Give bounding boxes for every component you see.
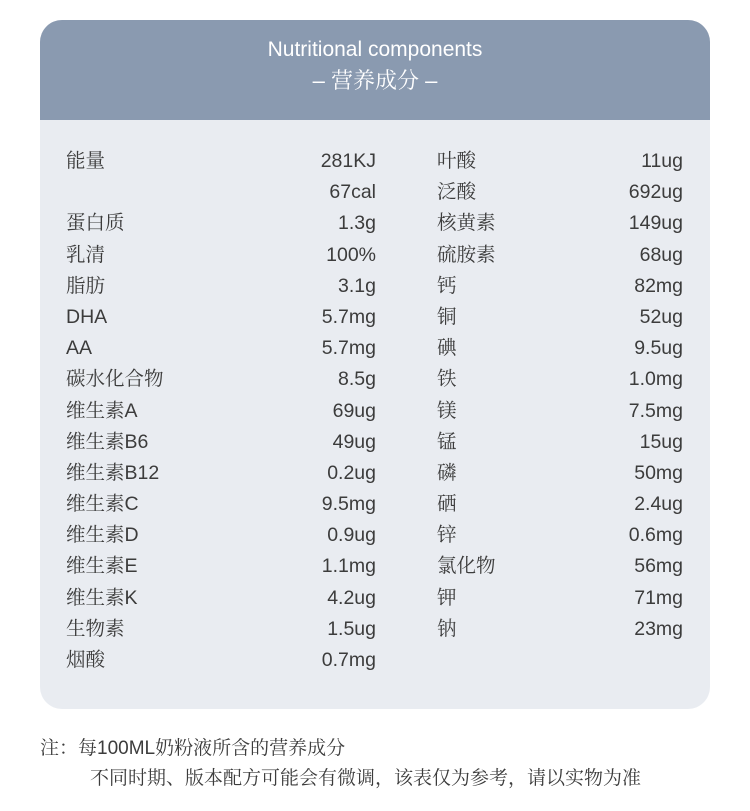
nutrient-row [66, 489, 376, 520]
nutrient-value: 0.2ug [327, 461, 376, 484]
nutrient-name: 硒 [437, 493, 457, 516]
nutrient-value: 1.5ug [327, 617, 376, 640]
note-line-1: 注：每100ML奶粉液所含的营养成分 [40, 738, 346, 759]
nutrient-row [437, 208, 683, 239]
nutrient-name: 能量 [66, 150, 106, 172]
nutrient-value: 49ug [332, 430, 376, 453]
nutrient-name: 维生素A [66, 399, 138, 422]
nutrient-name: 氯化物 [437, 555, 496, 578]
nutrient-name: 乳清 [66, 243, 106, 266]
nutrient-value: 68ug [639, 243, 683, 266]
nutrient-row [437, 271, 683, 302]
nutrient-value: 9.5mg [321, 493, 376, 516]
nutrient-value: 2.4ug [634, 493, 683, 516]
note-line-2: 不同时期、版本配方可能会有微调，该表仅为参考，请以实物为准 [90, 768, 642, 789]
nutrient-value: 0.9ug [327, 524, 376, 547]
title-english: Nutritional components [267, 38, 483, 61]
nutrient-row [437, 489, 683, 520]
nutrient-row [66, 302, 376, 333]
right-column [437, 146, 683, 645]
nutrient-name: 钠 [437, 617, 457, 640]
nutrient-name: 碳水化合物 [66, 368, 164, 391]
nutrient-name: 锌 [437, 524, 457, 547]
nutrient-row [437, 583, 683, 614]
nutrient-name: 锰 [437, 430, 457, 453]
nutrient-row [66, 177, 376, 208]
nutrient-value: 50mg [634, 461, 683, 484]
left-column [66, 146, 376, 676]
nutrient-value: 4.2ug [327, 586, 376, 609]
nutrient-value: 9.5ug [634, 337, 683, 360]
nutrient-row [66, 614, 376, 645]
nutrient-row [437, 520, 683, 551]
nutrient-value: 11ug [641, 150, 683, 172]
nutrient-row [437, 614, 683, 645]
nutrient-name: 硫胺素 [437, 243, 496, 266]
notes [40, 734, 641, 794]
nutrient-row [66, 551, 376, 582]
nutrient-value: 7.5mg [628, 399, 683, 422]
nutrient-row [66, 333, 376, 364]
nutrient-value: 3.1g [338, 274, 376, 297]
nutrient-name: 钾 [437, 586, 457, 609]
nutrient-value: 71mg [634, 586, 683, 609]
nutrient-value: 15ug [639, 430, 683, 453]
nutrient-name: DHA [66, 305, 108, 328]
nutrient-name: 磷 [437, 461, 457, 484]
nutrient-row [66, 427, 376, 458]
nutrient-name: 蛋白质 [66, 212, 125, 235]
nutrient-row [66, 240, 376, 271]
nutrient-name: 核黄素 [437, 212, 496, 235]
nutrient-row [437, 146, 683, 177]
nutrient-row [66, 146, 376, 177]
nutrient-row [437, 333, 683, 364]
nutrient-name: 镁 [437, 399, 457, 422]
nutrient-name: 生物素 [66, 617, 125, 640]
nutrient-value: 23mg [634, 617, 683, 640]
nutrient-name: 维生素B12 [66, 461, 160, 484]
nutrient-row [66, 271, 376, 302]
nutrient-value: 69ug [332, 399, 376, 422]
nutrient-name: 维生素E [66, 555, 138, 578]
nutrient-value: 1.3g [338, 212, 376, 235]
nutrient-row [437, 458, 683, 489]
nutrient-row [66, 364, 376, 395]
nutrient-row [437, 240, 683, 271]
nutrient-row [437, 364, 683, 395]
nutrient-row [437, 177, 683, 208]
nutrient-value: 692ug [628, 181, 683, 204]
nutrient-name: 维生素D [66, 524, 139, 547]
nutrient-row [437, 302, 683, 333]
nutrient-row [66, 208, 376, 239]
nutrient-row [66, 645, 376, 676]
nutrient-value: 0.6mg [628, 524, 683, 547]
card-header [40, 20, 710, 120]
nutrient-value: 0.7mg [321, 649, 376, 671]
title-chinese: – 营养成分 – [312, 68, 438, 93]
nutrient-row [66, 520, 376, 551]
nutrient-value: 149ug [628, 212, 683, 235]
nutrient-name: 铜 [437, 305, 457, 328]
nutrient-value: 5.7mg [321, 305, 376, 328]
nutrient-name: 维生素K [66, 586, 138, 609]
nutrient-row [437, 427, 683, 458]
nutrient-name: 烟酸 [66, 649, 106, 671]
nutrient-name: 脂肪 [66, 274, 106, 297]
nutrient-row [66, 583, 376, 614]
nutrition-card [40, 20, 710, 709]
nutrient-value: 281KJ [320, 150, 376, 172]
nutrient-value: 52ug [639, 305, 683, 328]
nutrient-name: 维生素B6 [66, 430, 149, 453]
nutrient-value: 1.0mg [628, 368, 683, 391]
nutrient-row [66, 458, 376, 489]
nutrient-row [437, 396, 683, 427]
nutrient-row [437, 551, 683, 582]
nutrient-value: 56mg [634, 555, 683, 578]
nutrient-value: 67cal [329, 181, 376, 204]
nutrient-row [66, 396, 376, 427]
nutrient-value: 5.7mg [321, 337, 376, 360]
nutrient-name: 维生素C [66, 493, 139, 516]
nutrient-value: 82mg [634, 274, 683, 297]
nutrient-name: 叶酸 [437, 150, 477, 172]
nutrient-name: 碘 [437, 337, 457, 360]
nutrient-value: 100% [326, 243, 376, 266]
nutrient-name: 泛酸 [437, 181, 477, 204]
nutrient-value: 8.5g [338, 368, 376, 391]
nutrient-name: AA [66, 337, 93, 360]
nutrient-name: 铁 [437, 368, 457, 391]
nutrient-value: 1.1mg [321, 555, 376, 578]
nutrient-name: 钙 [437, 274, 457, 297]
